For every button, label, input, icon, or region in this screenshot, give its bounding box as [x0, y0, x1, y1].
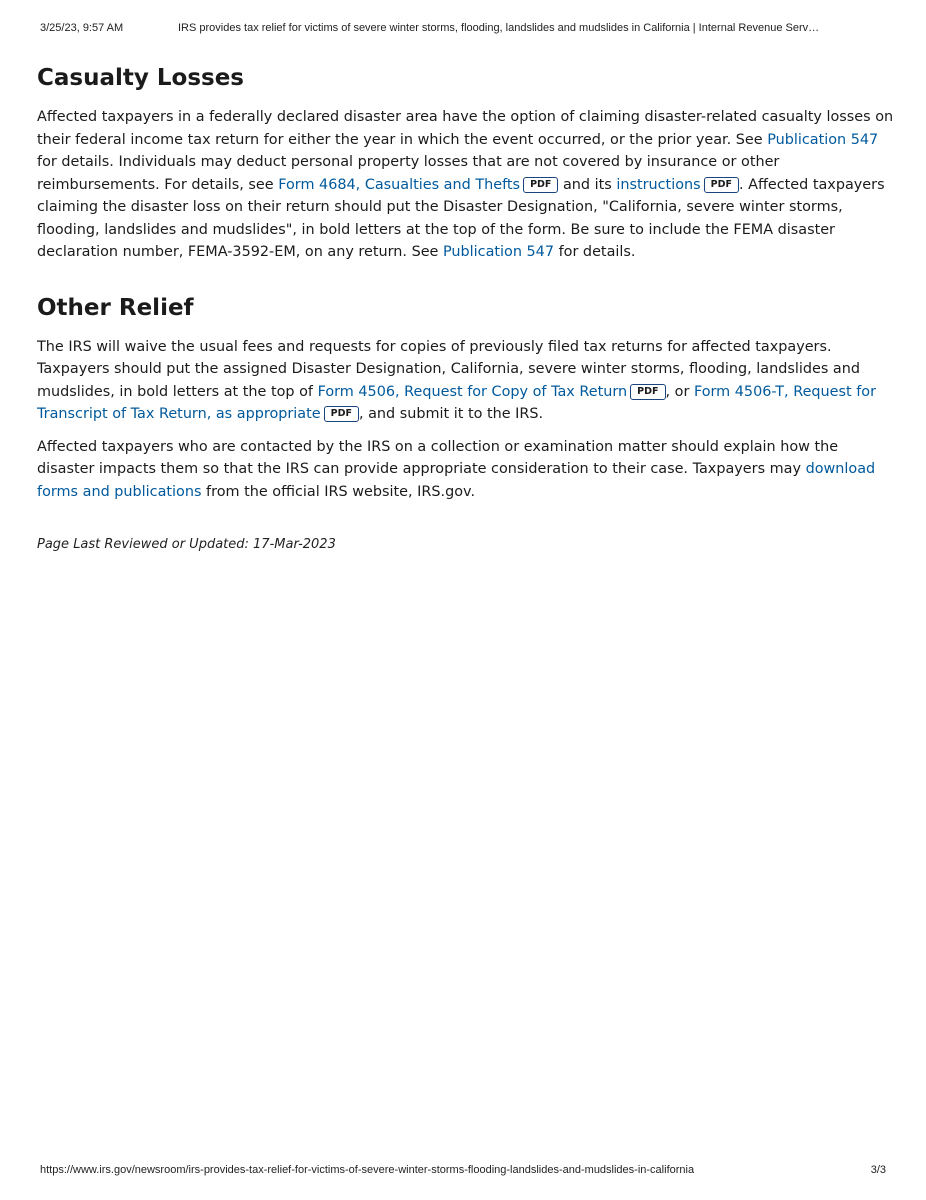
text-run: and its	[558, 176, 617, 193]
text-run: from the official IRS website, IRS.gov.	[201, 483, 476, 500]
pdf-icon: PDF	[704, 177, 739, 193]
publication-547-link[interactable]: Publication 547	[767, 131, 879, 148]
pdf-icon: PDF	[523, 177, 558, 193]
form-4506-t-link[interactable]: Form 4506-T, Request for Transcript of Tax Return, as appropriate	[37, 383, 877, 422]
form-4506-link[interactable]: Form 4506, Request for Copy of Tax Return	[317, 383, 628, 400]
print-page-number: 3/3	[870, 1164, 886, 1176]
pdf-icon: PDF	[324, 406, 359, 422]
last-reviewed-date: Page Last Reviewed or Updated: 17-Mar-2023	[37, 537, 336, 552]
article-content	[37, 58, 899, 552]
pdf-icon: PDF	[630, 384, 665, 400]
text-run: for details.	[554, 244, 636, 260]
download-forms-link[interactable]: download forms and publications	[37, 461, 876, 500]
instructions-link[interactable]: instructions	[616, 176, 701, 193]
print-footer-url: https://www.irs.gov/newsroom/irs-provides-tax-relief-for-victims-of-severe-winter-storms-flooding-landslides-and-mudslides-in-california	[40, 1164, 695, 1176]
print-header	[40, 22, 886, 34]
casualty-losses-paragraph	[37, 106, 899, 264]
text-run: for details. Individuals may deduct personal property losses that are not covered by insurance or other reimbursements. For details, see	[37, 154, 780, 193]
publication-547-link-2[interactable]: Publication 547	[442, 244, 554, 260]
casualty-losses-heading: Casualty Losses	[37, 65, 244, 91]
print-footer	[40, 1164, 886, 1179]
print-page-title: IRS provides tax relief for victims of severe winter storms, flooding, landslides and mudslides in California | Internal Revenue Serv…	[178, 22, 820, 34]
other-relief-paragraph-1	[37, 336, 899, 426]
text-run: , and submit it to the IRS.	[358, 406, 544, 422]
print-datetime: 3/25/23, 9:57 AM	[40, 22, 124, 34]
form-4684-link[interactable]: Form 4684, Casualties and Thefts	[278, 176, 521, 193]
text-run: Affected taxpayers in a federally declared disaster area have the option of claiming disaster-related casualty losses on their federal income tax return for either the year in which the event occurred, or the prior year. See	[37, 109, 894, 148]
text-run: , or	[665, 383, 694, 400]
text-run: Affected taxpayers who are contacted by the IRS on a collection or examination matter should explain how the disaster impacts them so that the IRS can provide appropriate consideration to their case. Taxpayers may	[37, 438, 839, 477]
other-relief-heading: Other Relief	[37, 294, 194, 321]
other-relief-paragraph-2	[37, 436, 899, 504]
text-run: . Affected taxpayers claiming the disaster loss on their return should put the Disaster Designation, "California, severe winter storms, flooding, landslides and mudslides", in bold letters at the top of the form. Be sure to include the FEMA disaster declaration number, FEMA-3592-EM, on any return. See	[37, 176, 885, 260]
text-run: The IRS will waive the usual fees and requests for copies of previously filed tax returns for affected taxpayers. Taxpayers should put the assigned Disaster Designation, California, severe winter storms, flooding, landslides and mudslides, in bold letters at the top of	[37, 338, 860, 400]
